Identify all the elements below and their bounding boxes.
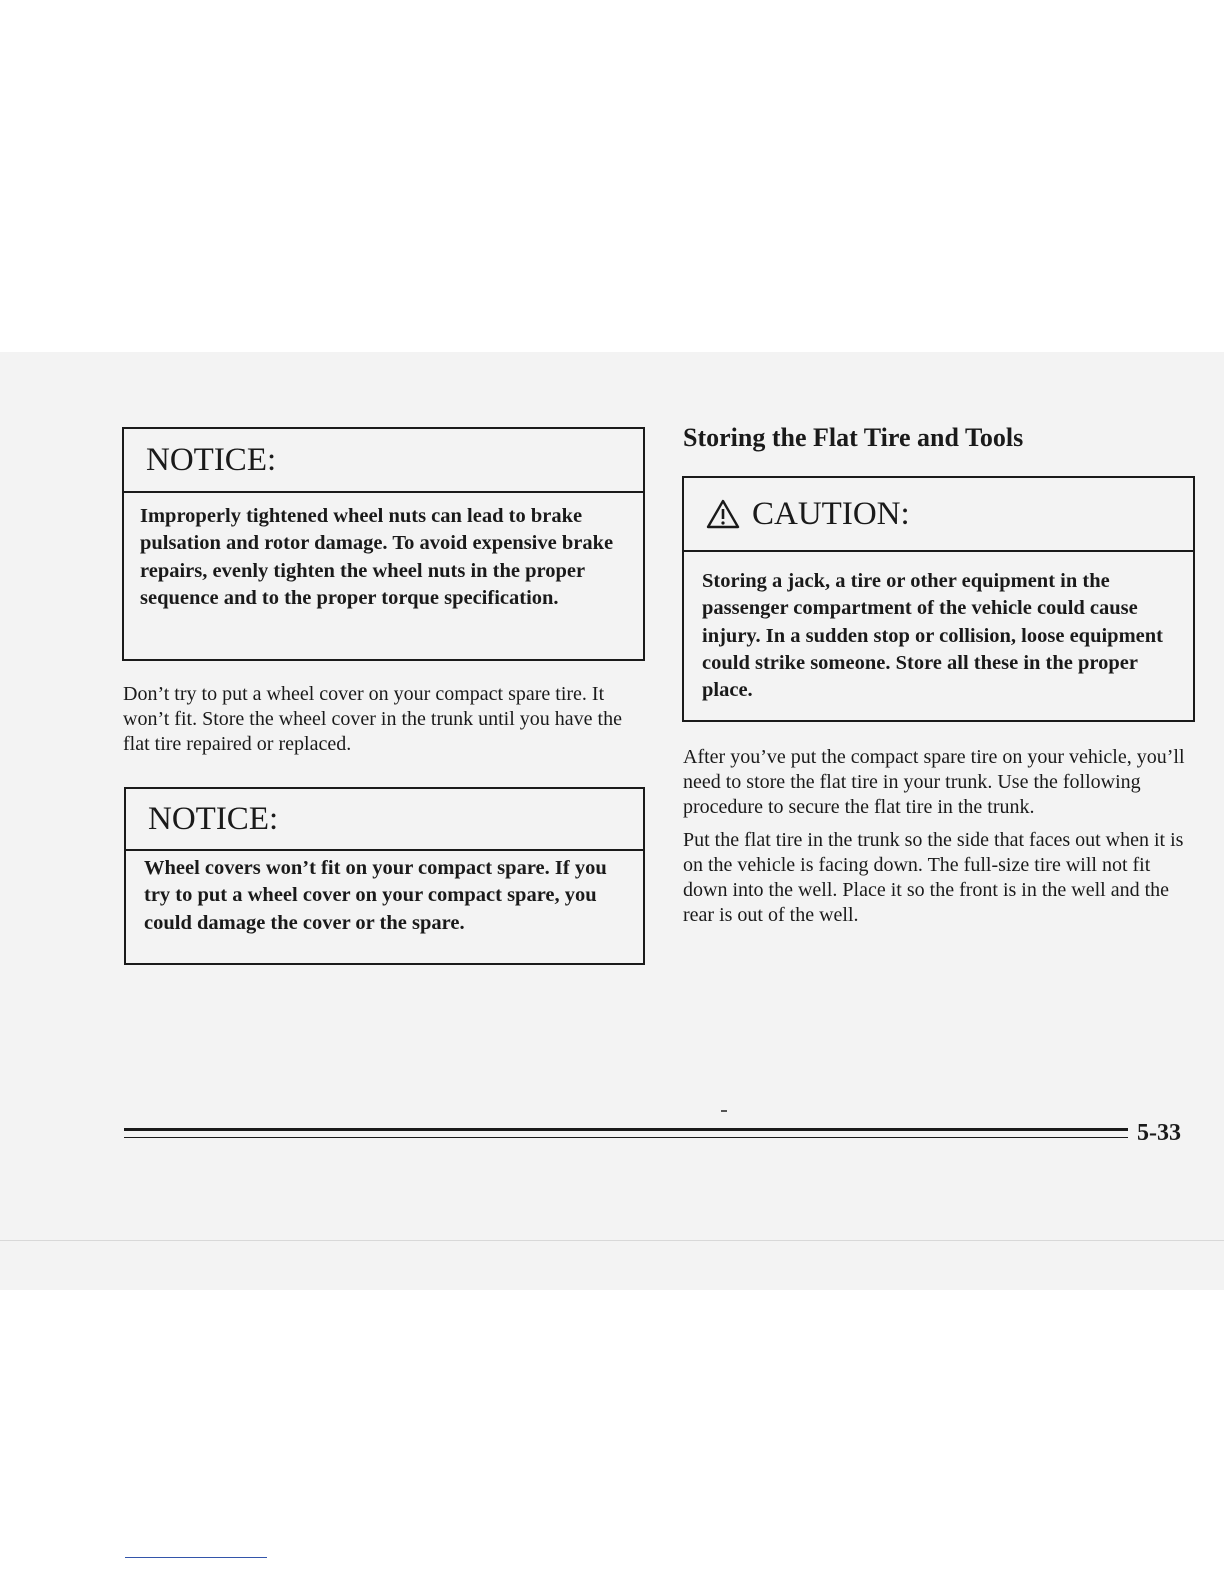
caution-box (682, 476, 1195, 722)
caution-box-body: Storing a jack, a tire or other equipment in the passenger compartment of the vehicle could cause injury. In a sudden stop or collision, loose equipment could strike someone. Store all these in the proper place. (702, 570, 1163, 702)
notice-box-1-header (124, 429, 643, 493)
notice-box-2-title: NOTICE: (148, 800, 279, 837)
right-paragraph-2: Put the flat tire in the trunk so the side that faces out when it is on the vehicle is facing down. The full-size tire will not fit down into the well. Place it so the front is in the well and the rear is out of the well. (683, 829, 1184, 926)
caution-box-header (684, 478, 1193, 552)
notice-box-2-body: Wheel covers won’t fit on your compact spare. If you try to put a wheel cover on your compact spare, you could damage the cover or the spare. (144, 857, 607, 934)
footer-rule-thick (124, 1128, 1128, 1131)
notice-box-1-body: Improperly tightened wheel nuts can lead to brake pulsation and rotor damage. To avoid expensive brake repairs, evenly tighten the wheel nuts in the proper sequence and to the proper torque specification. (140, 505, 614, 609)
notice-box-2 (124, 787, 645, 965)
bottom-underline (125, 1557, 267, 1558)
left-paragraph: Don’t try to put a wheel cover on your compact spare tire. It won’t fit. Store the wheel cover in the trunk until you have the flat tire repaired or replaced. (123, 683, 622, 755)
right-paragraph-1: After you’ve put the compact spare tire on your vehicle, you’ll need to store the flat tire in your trunk. Use the following procedure to secure the flat tire in the trunk. (683, 746, 1185, 818)
page-number: 5-33 (1137, 1120, 1181, 1146)
section-heading: Storing the Flat Tire and Tools (683, 423, 1024, 452)
notice-box-2-header (126, 789, 643, 851)
scan-speck (721, 1110, 727, 1112)
scan-edge-line (0, 1240, 1224, 1241)
notice-box-1-title: NOTICE: (146, 441, 277, 478)
caution-box-title: CAUTION: (752, 495, 910, 532)
warning-triangle-icon (706, 499, 740, 529)
notice-box-1 (122, 427, 645, 661)
footer-rule-thin (124, 1137, 1128, 1138)
